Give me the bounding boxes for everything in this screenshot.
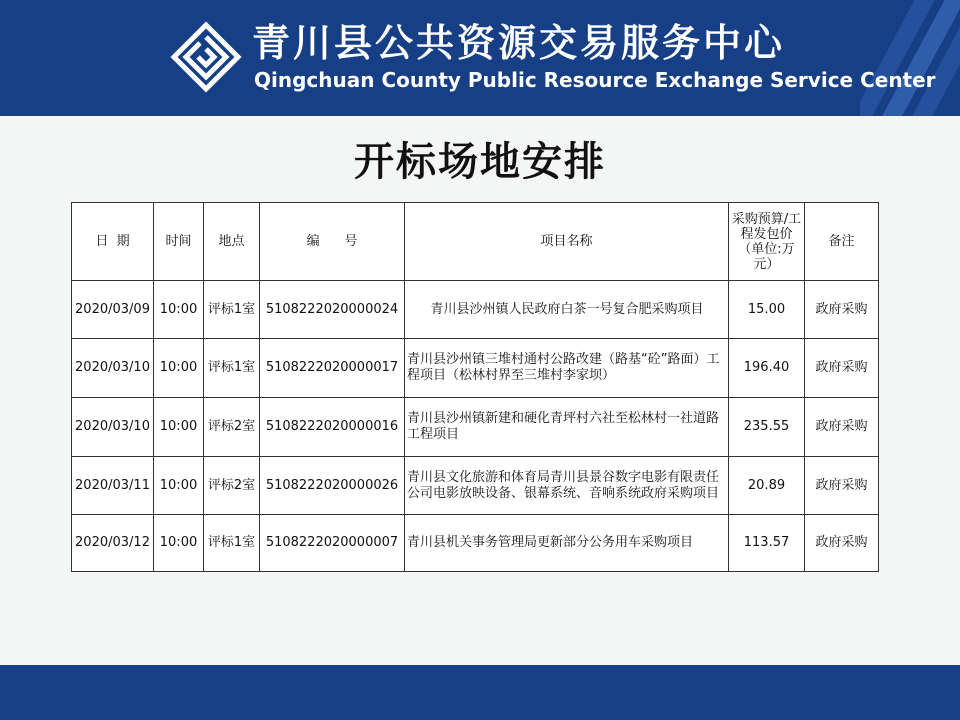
cell-project: 青川县机关事务管理局更新部分公务用车采购项目: [405, 515, 729, 572]
cell-date: 2020/03/12: [72, 515, 154, 572]
cell-budget: 235.55: [729, 398, 805, 457]
cell-number: 5108222020000017: [260, 339, 405, 398]
center-title-cn: 青川县公共资源交易服务中心: [252, 21, 786, 65]
header-banner: [0, 0, 960, 116]
cell-number: 5108222020000007: [260, 515, 405, 572]
cell-date: 2020/03/10: [72, 398, 154, 457]
header-time: 时间: [154, 203, 204, 281]
cell-time: 10:00: [154, 515, 204, 572]
cell-remark: 政府采购: [805, 457, 879, 515]
footer-bar: [0, 665, 960, 720]
header-budget: 采购预算/工程发包价（单位:万元）: [729, 203, 805, 281]
header-location: 地点: [204, 203, 260, 281]
table-row: [72, 398, 879, 457]
cell-budget: 20.89: [729, 457, 805, 515]
cell-date: 2020/03/11: [72, 457, 154, 515]
cell-budget: 15.00: [729, 281, 805, 339]
table-row: [72, 339, 879, 398]
cell-remark: 政府采购: [805, 281, 879, 339]
cell-time: 10:00: [154, 398, 204, 457]
header-date: 日 期: [72, 203, 154, 281]
cell-location: 评标1室: [204, 515, 260, 572]
cell-number: 5108222020000024: [260, 281, 405, 339]
table-row: [72, 457, 879, 515]
cell-budget: 113.57: [729, 515, 805, 572]
cell-project: 青川县沙州镇人民政府白茶一号复合肥采购项目: [405, 281, 729, 339]
header-project: 项目名称: [405, 203, 729, 281]
decorative-stripes: [860, 0, 960, 116]
page-title: 开标场地安排: [354, 138, 606, 185]
cell-location: 评标2室: [204, 398, 260, 457]
cell-time: 10:00: [154, 339, 204, 398]
exchange-center-logo-icon: [170, 21, 242, 93]
cell-project: 青川县文化旅游和体育局青川县景谷数字电影有限责任公司电影放映设备、银幕系统、音响系统政府采购项目: [405, 457, 729, 515]
header-number: 编 号: [260, 203, 405, 281]
cell-project: 青川县沙州镇新建和硬化青坪村六社至松林村一社道路工程项目: [405, 398, 729, 457]
cell-number: 5108222020000026: [260, 457, 405, 515]
table-row: [72, 281, 879, 339]
header-remark: 备注: [805, 203, 879, 281]
cell-time: 10:00: [154, 457, 204, 515]
cell-location: 评标1室: [204, 281, 260, 339]
table-header-row: [72, 203, 879, 281]
cell-number: 5108222020000016: [260, 398, 405, 457]
cell-date: 2020/03/09: [72, 281, 154, 339]
cell-remark: 政府采购: [805, 339, 879, 398]
bid-schedule-table: [71, 202, 879, 572]
cell-remark: 政府采购: [805, 398, 879, 457]
table-row: [72, 515, 879, 572]
cell-location: 评标1室: [204, 339, 260, 398]
cell-project: 青川县沙州镇三堆村通村公路改建（路基“砼”路面）工程项目（松林村界至三堆村李家坝）: [405, 339, 729, 398]
cell-time: 10:00: [154, 281, 204, 339]
center-title-en: Qingchuan County Public Resource Exchange Service Center: [254, 68, 936, 92]
cell-budget: 196.40: [729, 339, 805, 398]
cell-remark: 政府采购: [805, 515, 879, 572]
cell-location: 评标2室: [204, 457, 260, 515]
cell-date: 2020/03/10: [72, 339, 154, 398]
